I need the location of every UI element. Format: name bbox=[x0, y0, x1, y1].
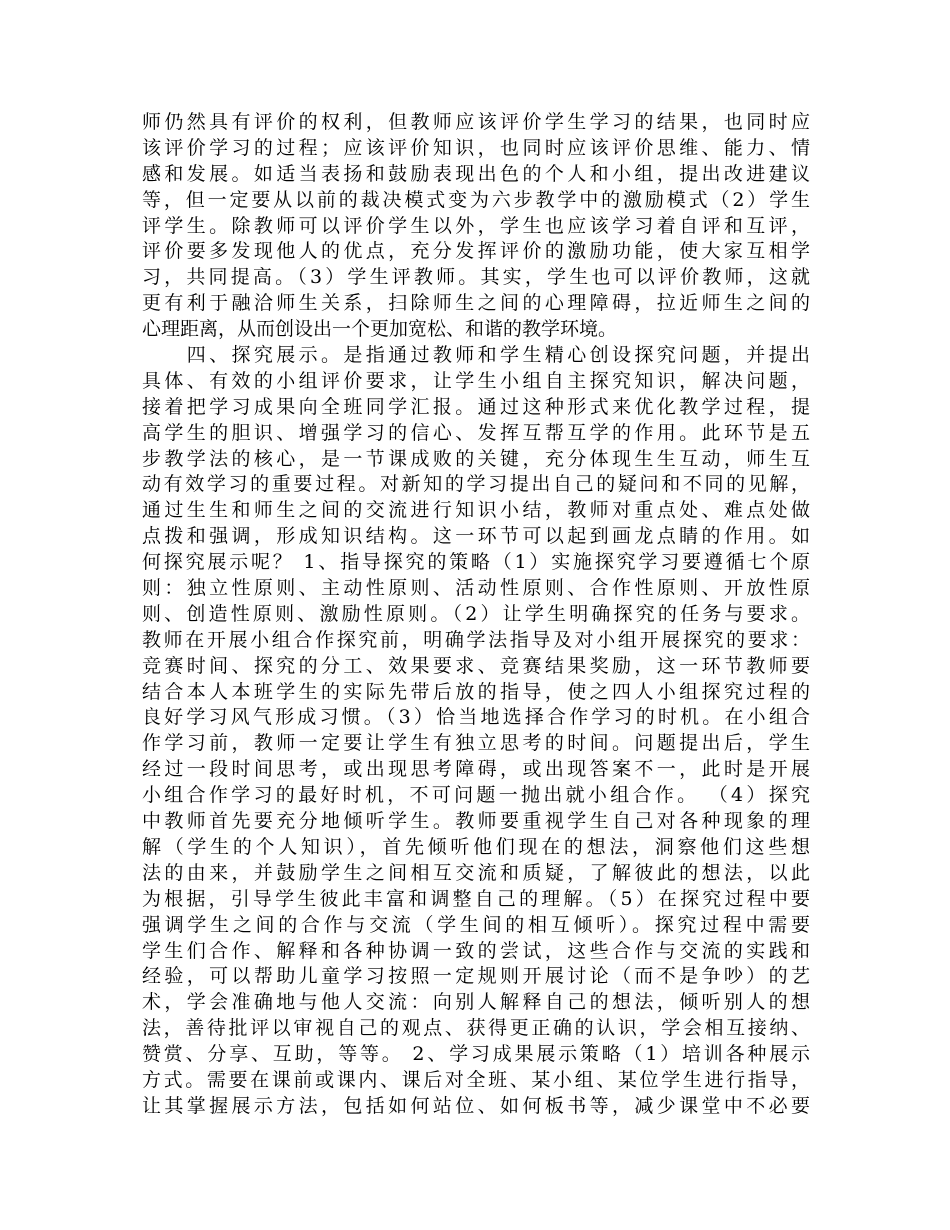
text-line-36: 法，善待批评以审视自己的观点、获得更正确的认识，学会相互接纳、 bbox=[142, 1017, 810, 1040]
text-line-39: 让其掌握展示方法，包括如何站位、如何板书等，减少课堂中不必要 bbox=[142, 1094, 810, 1117]
text-line-17: 点拨和强调，形成知识结构。这一环节可以起到画龙点睛的作用。如 bbox=[142, 525, 810, 548]
text-line-13: 高学生的胆识、增强学习的信心、发挥互帮互学的作用。此环节是五 bbox=[142, 421, 810, 444]
text-line-5: 评学生。除教师可以评价学生以外，学生也应该学习着自评和互评， bbox=[142, 214, 810, 237]
text-line-4: 等，但一定要从以前的裁决模式变为六步教学中的激励模式（2）学生 bbox=[142, 188, 810, 211]
text-line-14: 步教学法的核心，是一节课成败的关键，充分体现生生互动，师生互 bbox=[142, 447, 810, 470]
text-line-16: 通过生生和师生之间的交流进行知识小结，教师对重点处、难点处做 bbox=[142, 499, 810, 522]
text-line-23: 结合本人本班学生的实际先带后放的指导，使之四人小组探究过程的 bbox=[142, 680, 810, 703]
text-line-37: 赞赏、分享、互助，等等。 2、学习成果展示策略（1）培训各种展示 bbox=[142, 1043, 810, 1066]
text-line-18: 何探究展示呢？ 1、指导探究的策略（1）实施探究学习要遵循七个原 bbox=[142, 551, 810, 574]
text-line-24: 良好学习风气形成习惯。（3）恰当地选择合作学习的时机。在小组合 bbox=[142, 706, 810, 729]
text-line-22: 竞赛时间、探究的分工、效果要求、竞赛结果奖励，这一环节教师要 bbox=[142, 654, 810, 677]
text-line-35: 术，学会准确地与他人交流：向别人解释自己的想法，倾听别人的想 bbox=[142, 991, 810, 1014]
text-line-34: 经验，可以帮助儿童学习按照一定规则开展讨论（而不是争吵）的艺 bbox=[142, 965, 810, 988]
text-line-38: 方式。需要在课前或课内、课后对全班、某小组、某位学生进行指导， bbox=[142, 1068, 810, 1091]
text-line-7: 习，共同提高。（3）学生评教师。其实，学生也可以评价教师，这就 bbox=[142, 266, 810, 289]
text-line-3: 感和发展。如适当表扬和鼓励表现出色的个人和小组，提出改进建议 bbox=[142, 162, 810, 185]
text-line-12: 接着把学习成果向全班同学汇报。通过这种形式来优化教学过程，提 bbox=[142, 395, 810, 418]
text-line-27: 小组合作学习的最好时机，不可问题一抛出就小组合作。 （4）探究 bbox=[142, 784, 810, 807]
text-line-30: 法的由来，并鼓励学生之间相互交流和质疑，了解彼此的想法，以此 bbox=[142, 861, 810, 884]
text-line-20: 则、创造性原则、激励性原则。（2）让学生明确探究的任务与要求。 bbox=[142, 602, 810, 625]
text-line-33: 学生们合作、解释和各种协调一致的尝试，这些合作与交流的实践和 bbox=[142, 939, 810, 962]
text-line-11: 具体、有效的小组评价要求，让学生小组自主探究知识，解决问题， bbox=[142, 369, 810, 392]
text-line-9: 心理距离，从而创设出一个更加宽松、和谐的教学环境。 bbox=[142, 318, 618, 341]
text-line-1: 师仍然具有评价的权利，但教师应该评价学生学习的结果，也同时应 bbox=[142, 111, 810, 133]
text-line-26: 经过一段时间思考，或出现思考障碍，或出现答案不一，此时是开展 bbox=[142, 758, 810, 781]
text-line-21: 教师在开展小组合作探究前，明确学法指导及对小组开展探究的要求： bbox=[142, 628, 810, 651]
body-text bbox=[142, 110, 810, 1120]
text-line-19: 则：独立性原则、主动性原则、活动性原则、合作性原则、开放性原 bbox=[142, 577, 810, 600]
text-line-8: 更有利于融洽师生关系，扫除师生之间的心理障碍，拉近师生之间的 bbox=[142, 292, 810, 315]
text-line-10: 四、探究展示。是指通过教师和学生精心创设探究问题，并提出 bbox=[142, 344, 810, 367]
text-line-2: 该评价学习的过程；应该评价知识，也同时应该评价思维、能力、情 bbox=[142, 136, 810, 159]
text-line-6: 评价要多发现他人的优点，充分发挥评价的激励功能，使大家互相学 bbox=[142, 240, 810, 263]
text-line-25: 作学习前，教师一定要让学生有独立思考的时间。问题提出后，学生 bbox=[142, 732, 810, 755]
text-line-28: 中教师首先要充分地倾听学生。教师要重视学生自己对各种现象的理 bbox=[142, 810, 810, 833]
text-line-31: 为根据，引导学生彼此丰富和调整自己的理解。（5）在探究过程中要 bbox=[142, 887, 810, 910]
text-line-15: 动有效学习的重要过程。对新知的学习提出自己的疑问和不同的见解， bbox=[142, 473, 810, 496]
text-line-32: 强调学生之间的合作与交流（学生间的相互倾听）。探究过程中需要 bbox=[142, 913, 810, 936]
text-line-29: 解（学生的个人知识），首先倾听他们现在的想法，洞察他们这些想 bbox=[142, 835, 810, 858]
